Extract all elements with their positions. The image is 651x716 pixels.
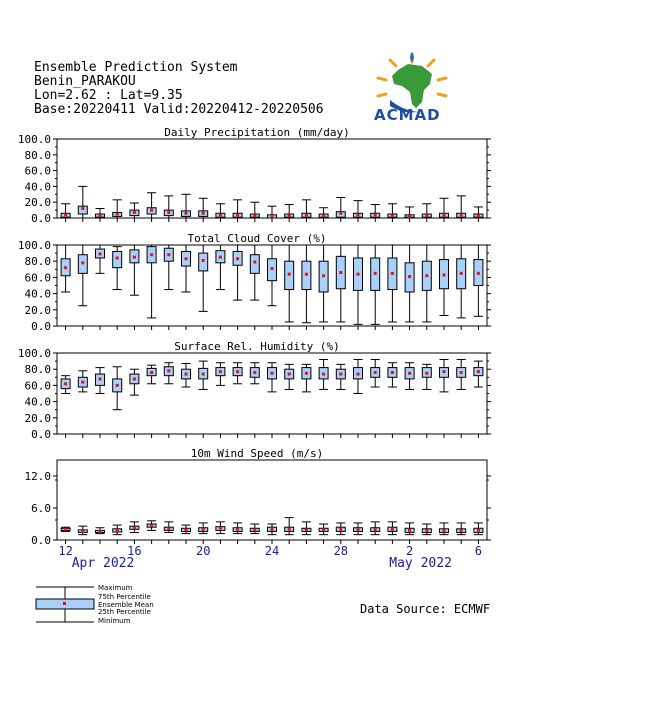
y-tick-label: 100.0 xyxy=(17,239,51,252)
mean-marker xyxy=(391,371,394,374)
mean-marker xyxy=(322,274,325,277)
mean-marker xyxy=(391,214,394,217)
mean-marker xyxy=(408,215,411,218)
y-tick-label: 100.0 xyxy=(17,347,51,360)
mean-marker xyxy=(288,528,291,531)
mean-marker xyxy=(305,372,308,375)
mean-marker xyxy=(150,371,153,374)
y-tick-label: 80.0 xyxy=(24,255,51,269)
x-tick-label: 2 xyxy=(405,544,414,558)
y-tick-label: 0.0 xyxy=(31,320,51,333)
mean-marker xyxy=(288,273,291,276)
x-tick-label: 28 xyxy=(333,544,349,558)
panel-title: Total Cloud Cover (%) xyxy=(187,232,327,245)
mean-marker xyxy=(271,528,274,531)
mean-marker xyxy=(443,273,446,276)
legend-mean-label: Ensemble Mean xyxy=(98,601,154,609)
mean-marker xyxy=(99,530,102,533)
data-source-label: Data Source: ECMWF xyxy=(360,602,491,616)
mean-marker xyxy=(253,214,256,217)
mean-marker xyxy=(253,528,256,531)
mean-marker xyxy=(339,373,342,376)
mean-marker xyxy=(357,373,360,376)
mean-marker xyxy=(477,370,480,373)
y-tick-label: 40.0 xyxy=(24,395,51,409)
mean-marker xyxy=(219,370,222,373)
y-tick-label: 20.0 xyxy=(24,411,51,425)
mean-marker xyxy=(305,273,308,276)
mean-marker xyxy=(339,212,342,215)
mean-marker xyxy=(357,213,360,216)
y-tick-label: 40.0 xyxy=(24,287,51,301)
header-line-1: Ensemble Prediction System xyxy=(34,60,238,75)
legend-maximum-label: Maximum xyxy=(98,584,133,592)
x-tick-label: 16 xyxy=(127,544,142,558)
header-line-4: Base:20220411 Valid:20220412-20220506 xyxy=(34,102,324,117)
x-tick-label: 24 xyxy=(264,544,280,558)
acmad-logo-text: ACMAD xyxy=(374,106,441,124)
mean-marker xyxy=(357,273,360,276)
iqr-box xyxy=(113,251,122,267)
panel-title: 10m Wind Speed (m/s) xyxy=(190,447,324,460)
mean-marker xyxy=(477,529,480,532)
mean-marker xyxy=(81,261,84,264)
mean-marker xyxy=(236,528,239,531)
y-tick-label: 100.0 xyxy=(17,133,51,146)
y-tick-label: 0.0 xyxy=(31,534,51,547)
mean-marker xyxy=(322,528,325,531)
mean-marker xyxy=(185,257,188,260)
y-tick-label: 12.0 xyxy=(24,470,51,483)
mean-marker xyxy=(271,372,274,375)
mean-marker xyxy=(374,371,377,374)
mean-marker xyxy=(116,384,119,387)
mean-marker xyxy=(357,528,360,531)
mean-marker xyxy=(460,213,463,216)
month-label: Apr 2022 xyxy=(71,556,135,571)
mean-marker xyxy=(167,369,170,372)
panel-title: Surface Rel. Humidity (%) xyxy=(174,340,340,353)
mean-marker xyxy=(64,528,67,531)
y-tick-label: 40.0 xyxy=(24,180,51,194)
mean-marker xyxy=(116,529,119,532)
mean-marker xyxy=(185,373,188,376)
mean-marker xyxy=(374,528,377,531)
iqr-box xyxy=(199,253,208,271)
mean-marker xyxy=(443,370,446,373)
mean-marker xyxy=(288,373,291,376)
mean-marker xyxy=(288,214,291,217)
mean-marker xyxy=(236,370,239,373)
mean-marker xyxy=(133,256,136,259)
iqr-box xyxy=(250,255,259,274)
mean-marker xyxy=(391,272,394,275)
mean-marker xyxy=(477,272,480,275)
mean-marker xyxy=(305,528,308,531)
mean-marker xyxy=(99,252,102,255)
y-tick-label: 0.0 xyxy=(31,212,51,225)
header-line-2: Benin_PARAKOU xyxy=(34,74,136,89)
mean-marker xyxy=(460,529,463,532)
mean-marker xyxy=(305,213,308,216)
mean-marker xyxy=(253,371,256,374)
mean-marker xyxy=(219,256,222,259)
month-label: May 2022 xyxy=(389,556,452,571)
mean-marker xyxy=(185,528,188,531)
mean-marker xyxy=(167,527,170,530)
legend-minimum-label: Minimum xyxy=(98,617,131,625)
mean-marker xyxy=(460,371,463,374)
mean-marker xyxy=(219,213,222,216)
mean-marker xyxy=(202,528,205,531)
mean-marker xyxy=(133,526,136,529)
mean-marker xyxy=(81,207,84,210)
mean-marker xyxy=(408,372,411,375)
mean-marker xyxy=(202,212,205,215)
mean-marker xyxy=(271,267,274,270)
mean-marker xyxy=(150,209,153,212)
mean-marker xyxy=(99,377,102,380)
mean-marker xyxy=(236,213,239,216)
mean-marker xyxy=(425,372,428,375)
y-tick-label: 60.0 xyxy=(24,379,51,393)
mean-marker xyxy=(202,259,205,262)
mean-marker xyxy=(425,214,428,217)
mean-marker xyxy=(99,214,102,217)
y-tick-label: 20.0 xyxy=(24,303,51,317)
mean-marker xyxy=(133,377,136,380)
legend-boxplot-icon xyxy=(34,585,96,625)
y-tick-label: 60.0 xyxy=(24,164,51,178)
mean-marker xyxy=(339,271,342,274)
y-tick-label: 60.0 xyxy=(24,271,51,285)
mean-marker xyxy=(271,215,274,218)
mean-marker xyxy=(408,275,411,278)
mean-marker xyxy=(425,529,428,532)
mean-marker xyxy=(322,373,325,376)
mean-marker xyxy=(253,261,256,264)
mean-marker xyxy=(185,212,188,215)
mean-marker xyxy=(167,253,170,256)
mean-marker xyxy=(116,213,119,216)
mean-marker xyxy=(64,213,67,216)
mean-marker xyxy=(460,272,463,275)
mean-marker xyxy=(167,211,170,214)
mean-marker xyxy=(408,529,411,532)
mean-marker xyxy=(202,373,205,376)
y-tick-label: 80.0 xyxy=(24,363,51,377)
y-tick-label: 20.0 xyxy=(24,196,51,210)
panel-title: Daily Precipitation (mm/day) xyxy=(164,126,350,139)
mean-marker xyxy=(477,214,480,217)
x-tick-label: 12 xyxy=(58,544,73,558)
mean-marker xyxy=(425,274,428,277)
mean-marker xyxy=(339,528,342,531)
mean-marker xyxy=(443,529,446,532)
mean-marker xyxy=(116,256,119,259)
mean-marker xyxy=(322,214,325,217)
mean-marker xyxy=(81,381,84,384)
y-tick-label: 0.0 xyxy=(31,428,51,441)
mean-marker xyxy=(150,253,153,256)
mean-marker xyxy=(133,211,136,214)
mean-marker xyxy=(374,272,377,275)
mean-marker xyxy=(236,257,239,260)
mean-marker xyxy=(64,266,67,269)
x-tick-label: 6 xyxy=(474,544,483,558)
mean-marker xyxy=(391,528,394,531)
x-tick-label: 20 xyxy=(195,544,211,558)
y-tick-label: 6.0 xyxy=(31,502,51,515)
mean-marker xyxy=(150,524,153,527)
mean-marker xyxy=(219,527,222,530)
legend-p25-label: 25th Percentile xyxy=(98,608,151,616)
legend-p75-label: 75th Percentile xyxy=(98,593,151,601)
mean-marker xyxy=(81,530,84,533)
mean-marker xyxy=(443,213,446,216)
mean-marker xyxy=(374,213,377,216)
header-line-3: Lon=2.62 : Lat=9.35 xyxy=(34,88,183,103)
y-tick-label: 80.0 xyxy=(24,148,51,162)
mean-marker xyxy=(64,382,67,385)
